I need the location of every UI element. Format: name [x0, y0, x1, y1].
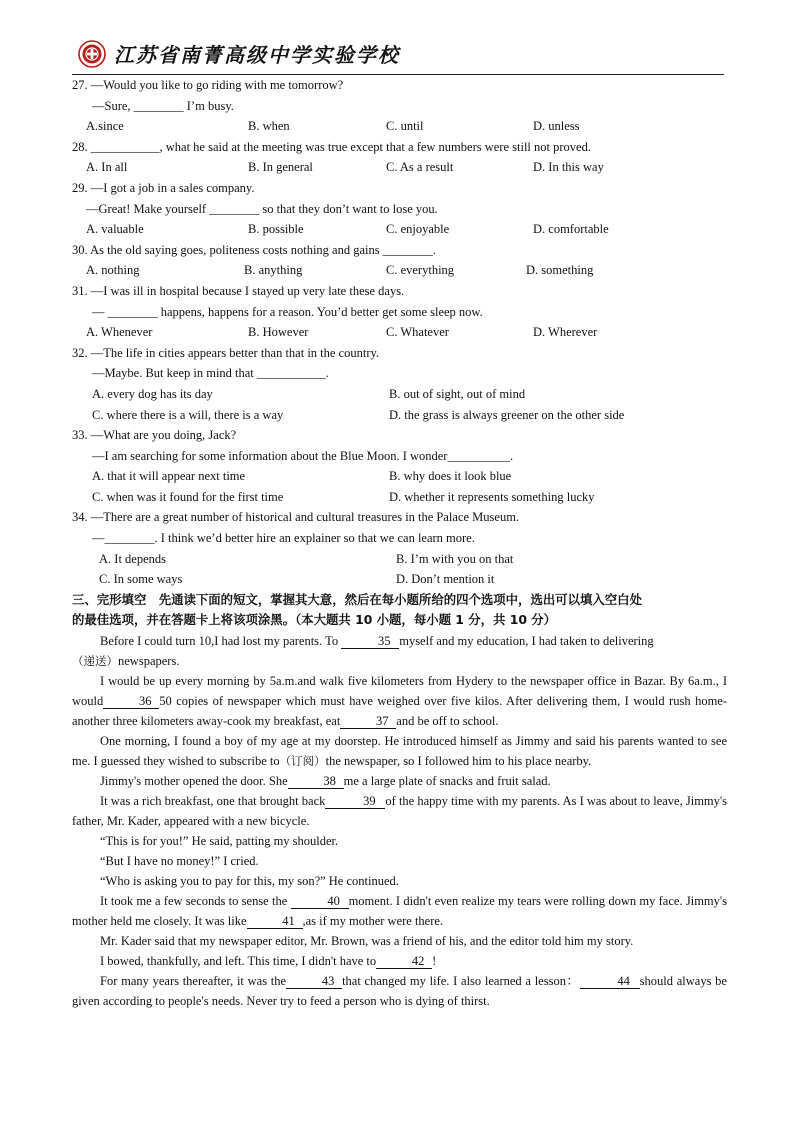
question-dialog: —Maybe. But keep in mind that ___________. — [92, 366, 329, 381]
option-c[interactable]: C. everything — [386, 263, 455, 278]
option-d[interactable]: D. the grass is always greener on the other side — [389, 407, 625, 422]
option-row — [72, 405, 727, 426]
question-stem: 32. —The life in cities appears better than that in the country. — [72, 345, 380, 360]
paragraph: “But I have no money!” I cried. — [100, 854, 259, 869]
question-32 — [72, 343, 727, 425]
section-heading — [72, 590, 727, 631]
option-b[interactable]: B. In general — [248, 160, 313, 175]
option-b[interactable]: B. when — [248, 119, 290, 134]
paragraph: I would be up every morning by 5a.m.and walk five kilometers from Hydery to the newspaper office in Bazar. By 6a.m., I would 36 50 copies of newspaper which must have weighed over five kilos. After delivering them, I would rush home-another three kilometers away-cook my breakfast, eat 37 and be off to school. — [72, 674, 727, 729]
blank-36[interactable]: 36 — [103, 694, 159, 709]
option-c[interactable]: C. enjoyable — [386, 222, 450, 237]
option-row — [72, 219, 727, 240]
option-d[interactable]: D. Don’t mention it — [396, 572, 495, 587]
option-c[interactable]: C. Whatever — [386, 325, 449, 340]
option-row — [72, 384, 727, 405]
blank-37[interactable]: 37 — [340, 714, 396, 729]
option-row — [72, 157, 727, 178]
blank-41[interactable]: 41 — [247, 914, 303, 929]
paragraph: It was a rich breakfast, one that brought back 39 of the happy time with my parents. As I was about to leave, Jimmy's father, Mr. Kader, appeared with a new bicycle. — [72, 794, 728, 829]
question-30 — [72, 240, 727, 281]
page-header — [72, 36, 724, 75]
paragraph: Mr. Kader said that my newspaper editor, Mr. Brown, was a friend of his, and the editor told him my story. — [100, 934, 634, 949]
option-c[interactable]: C. where there is a will, there is a way — [92, 407, 284, 422]
section-heading-line: 的最佳选项，并在答题卡上将该项涂黑。（本大题共 10 小题，每小题 1 分，共 10 分） — [72, 612, 557, 628]
option-a[interactable]: A. It depends — [99, 551, 166, 566]
paragraph: One morning, I found a boy of my age at my doorstep. He introduced himself as Jimmy and said his parents wanted to see me. I guessed they wished to subscribe to（订阅）the newspaper, so I followed him to his place nearby. — [72, 734, 727, 769]
paragraph: Jimmy's mother opened the door. She 38 me a large plate of snacks and fruit salad. — [100, 774, 551, 789]
option-row — [72, 487, 727, 508]
question-dialog: —I am searching for some information about the Blue Moon. I wonder__________. — [92, 448, 514, 463]
question-stem: 28. ___________, what he said at the meeting was true except that a few numbers were still not proved. — [72, 139, 591, 154]
option-a[interactable]: A. every dog has its day — [92, 386, 213, 401]
cloze-passage — [72, 631, 727, 1011]
question-stem: 27. —Would you like to go riding with me tomorrow? — [72, 78, 344, 92]
option-d[interactable]: D. something — [526, 263, 594, 278]
option-c[interactable]: C. In some ways — [99, 572, 183, 587]
question-dialog: —Great! Make yourself ________ so that they don’t want to lose you. — [86, 201, 438, 216]
option-a[interactable]: A. that it will appear next time — [92, 469, 246, 484]
option-d[interactable]: D. comfortable — [533, 222, 609, 237]
paragraph: For many years thereafter, it was the 43 that changed my life. I also learned a lesson： 44 should always be given according to people's needs. Never try to feed a person who is dying of thirst. — [72, 974, 727, 1009]
option-b[interactable]: B. However — [248, 325, 309, 340]
blank-44[interactable]: 44 — [580, 974, 640, 989]
option-row — [72, 260, 727, 281]
school-name: 江苏省南菁高级中学实验学校 — [114, 43, 400, 67]
option-a[interactable]: A. Whenever — [86, 325, 153, 340]
option-d[interactable]: D. In this way — [533, 160, 604, 175]
option-b[interactable]: B. out of sight, out of mind — [389, 386, 526, 401]
option-b[interactable]: B. anything — [244, 263, 303, 278]
blank-35[interactable]: 35 — [341, 634, 399, 649]
option-b[interactable]: B. possible — [248, 222, 304, 237]
option-row — [72, 466, 727, 487]
option-b[interactable]: B. I’m with you on that — [396, 551, 514, 566]
question-28 — [72, 137, 727, 178]
option-d[interactable]: D. unless — [533, 119, 580, 134]
question-stem: 34. —There are a great number of historical and cultural treasures in the Palace Museum. — [72, 510, 520, 525]
blank-39[interactable]: 39 — [325, 794, 385, 809]
blank-40[interactable]: 40 — [291, 894, 349, 909]
question-34 — [72, 507, 727, 589]
question-stem: 31. —I was ill in hospital because I stayed up very late these days. — [72, 283, 405, 298]
option-a[interactable]: A.since — [86, 119, 124, 134]
question-stem: 29. —I got a job in a sales company. — [72, 180, 255, 195]
option-c[interactable]: C. until — [386, 119, 424, 134]
blank-42[interactable]: 42 — [376, 954, 432, 969]
question-dialog: —________. I think we’d better hire an explainer so that we can learn more. — [92, 531, 475, 546]
option-a[interactable]: A. nothing — [86, 263, 140, 278]
option-a[interactable]: A. In all — [86, 160, 128, 175]
question-dialog: — ________ happens, happens for a reason. You’d better get some sleep now. — [92, 304, 483, 319]
exam-content — [72, 75, 727, 1011]
option-d[interactable]: D. Wherever — [533, 325, 598, 340]
option-row — [72, 549, 727, 570]
question-31 — [72, 281, 727, 343]
option-d[interactable]: D. whether it represents something lucky — [389, 489, 595, 504]
question-29 — [72, 178, 727, 240]
option-c[interactable]: C. As a result — [386, 160, 454, 175]
question-33 — [72, 425, 727, 507]
paragraph: Before I could turn 10,I had lost my parents. To 35 myself and my education, I had taken to delivering （递送）newspapers. — [72, 634, 654, 669]
paragraph: It took me a few seconds to sense the 40 moment. I didn't even realize my tears were rolling down my face. Jimmy's mother held me closely. It was like 41 ,as if my mother were there. — [72, 894, 728, 929]
option-c[interactable]: C. when was it found for the first time — [92, 489, 284, 504]
question-dialog: —Sure, ________ I’m busy. — [92, 98, 234, 113]
option-row — [72, 322, 727, 343]
section-heading-line: 三、完形填空 先通读下面的短文，掌握其大意，然后在每小题所给的四个选项中，选出可以填入空白处 — [72, 591, 642, 607]
paragraph: I bowed, thankfully, and left. This time, I didn't have to 42 ! — [100, 954, 437, 969]
option-row — [72, 116, 727, 137]
blank-43[interactable]: 43 — [286, 974, 342, 989]
question-stem: 33. —What are you doing, Jack? — [72, 428, 237, 443]
option-row — [72, 569, 727, 590]
blank-38[interactable]: 38 — [288, 774, 344, 789]
option-a[interactable]: A. valuable — [86, 222, 144, 237]
option-b[interactable]: B. why does it look blue — [389, 469, 512, 484]
school-seal-icon — [78, 40, 106, 68]
question-27 — [72, 75, 727, 137]
question-stem: 30. As the old saying goes, politeness costs nothing and gains ________. — [72, 242, 436, 257]
paragraph: “This is for you!” He said, patting my shoulder. — [100, 834, 339, 849]
paragraph: “Who is asking you to pay for this, my son?” He continued. — [100, 874, 399, 889]
